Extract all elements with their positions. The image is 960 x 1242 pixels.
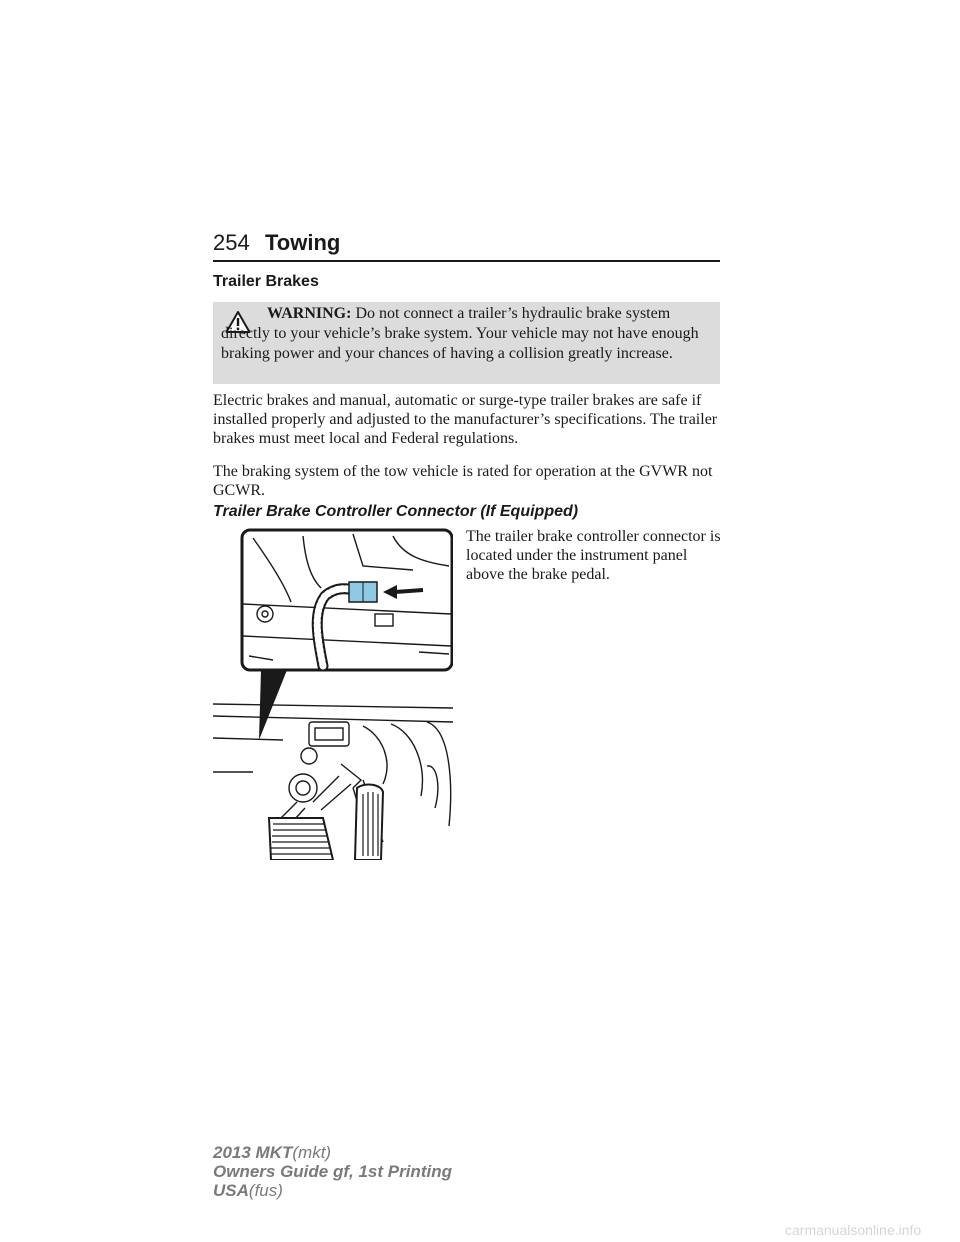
trailer-brakes-heading: Trailer Brakes xyxy=(213,273,319,290)
connector-heading: Trailer Brake Controller Connector (If Equipped) xyxy=(213,503,579,520)
footer-model-line xyxy=(213,1143,452,1162)
brakes-paragraph-2: The braking system of the tow vehicle is rated for operation at the GVWR not GCWR. xyxy=(213,463,713,499)
connector-description: The trailer brake controller connector is located under the instrument panel above the brake pedal. xyxy=(466,528,721,583)
page-number: 254 xyxy=(213,230,250,255)
warning-text xyxy=(221,304,711,364)
footer-region: USA xyxy=(213,1181,249,1200)
footer-region-code: (fus) xyxy=(248,1181,283,1200)
page-footer xyxy=(213,1143,452,1200)
footer-region-line xyxy=(213,1181,452,1200)
warning-box xyxy=(213,302,720,384)
footer-guide: Owners Guide gf, 1st Printing xyxy=(213,1162,452,1181)
page-header xyxy=(213,230,720,262)
section-title: Towing xyxy=(265,230,341,255)
footer-model: 2013 MKT xyxy=(213,1143,293,1162)
footer-model-code: (mkt) xyxy=(292,1143,332,1162)
brakes-paragraph-1: Electric brakes and manual, automatic or surge-type trailer brakes are safe if installed properly and adjusted to the manufacturer’s specifications. The trailer brakes must meet local and Federal regulations. xyxy=(213,392,718,447)
warning-body: Do not connect a trailer’s hydraulic brake system directly to your vehicle’s brake system. Your vehicle may not have enough braking power and your chances of having a collision greatly increase. xyxy=(221,305,699,362)
brake-controller-connector-illustration xyxy=(213,526,453,860)
watermark: carmanualsonline.info xyxy=(785,1222,922,1238)
warning-label: WARNING: xyxy=(267,305,352,322)
